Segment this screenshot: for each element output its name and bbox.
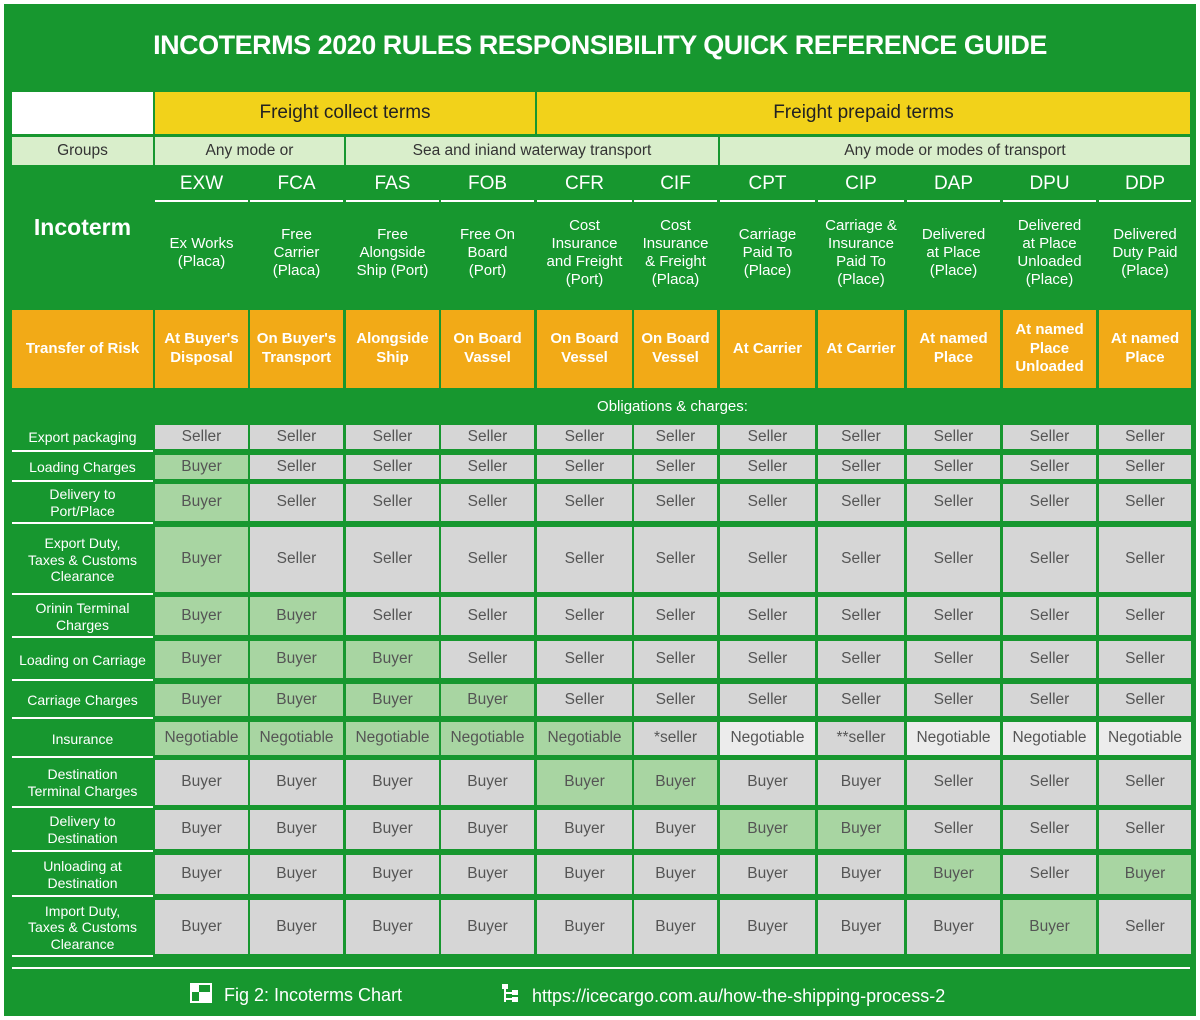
term-name-fas bbox=[346, 204, 439, 302]
obligation-cell: Buyer bbox=[346, 900, 439, 954]
row-label-line: Clearance bbox=[50, 935, 115, 952]
obligation-cell: Seller bbox=[634, 684, 717, 716]
obligation-cell: Seller bbox=[155, 425, 248, 449]
obligation-cell: **seller bbox=[818, 722, 904, 755]
obligation-cell: Seller bbox=[250, 484, 343, 521]
obligation-cell: Seller bbox=[441, 597, 534, 635]
term-name-fob-line: (Port) bbox=[468, 262, 507, 279]
term-name-ddp bbox=[1099, 204, 1191, 302]
obligation-cell: Seller bbox=[346, 484, 439, 521]
obligation-cell: Buyer bbox=[155, 684, 248, 716]
risk-cfr bbox=[537, 310, 632, 388]
term-name-cif-line: Cost bbox=[660, 217, 691, 234]
term-name-cif-line: (Placa) bbox=[651, 271, 700, 288]
row-label bbox=[12, 597, 153, 638]
obligation-cell: Seller bbox=[818, 425, 904, 449]
obligation-cell: Seller bbox=[818, 641, 904, 678]
obligation-cell: Buyer bbox=[155, 810, 248, 849]
term-name-ddp-line: Duty Paid bbox=[1112, 244, 1178, 261]
obligation-cell: Seller bbox=[250, 425, 343, 449]
risk-fob-line: Vassel bbox=[464, 349, 511, 366]
obligation-cell: Seller bbox=[537, 455, 632, 479]
row-label-line: Loading on Carriage bbox=[19, 651, 146, 668]
obligation-cell: Buyer bbox=[155, 760, 248, 805]
term-name-cfr-line: Cost bbox=[569, 217, 600, 234]
row-label-line: Terminal Charges bbox=[27, 783, 138, 799]
term-name-cpt-line: Carriage bbox=[738, 226, 797, 243]
term-name-fas-line: Ship (Port) bbox=[356, 262, 429, 279]
obligation-cell: Seller bbox=[1099, 455, 1191, 479]
image-icon bbox=[190, 983, 212, 1008]
risk-fas bbox=[346, 310, 439, 388]
obligation-cell: Seller bbox=[818, 684, 904, 716]
term-name-cfr bbox=[537, 204, 632, 302]
risk-dpu-line: Place bbox=[1029, 339, 1070, 357]
row-label bbox=[12, 455, 153, 482]
obligation-cell: Seller bbox=[907, 455, 1000, 479]
incoterm-label: Incoterm bbox=[33, 214, 132, 241]
obligation-cell: Buyer bbox=[155, 484, 248, 521]
obligation-cell: Seller bbox=[1003, 760, 1096, 805]
row-label-line: Delivery to bbox=[49, 486, 116, 503]
obligation-cell: Seller bbox=[537, 425, 632, 449]
obligation-cell: Seller bbox=[818, 484, 904, 521]
obligation-cell: Seller bbox=[907, 597, 1000, 635]
obligation-cell: Negotiable bbox=[1003, 722, 1096, 755]
obligation-cell: Buyer bbox=[441, 810, 534, 849]
obligation-cell: Seller bbox=[634, 641, 717, 678]
term-code-cip: CIP bbox=[818, 168, 904, 202]
obligation-cell: Seller bbox=[441, 425, 534, 449]
obligation-cell: Buyer bbox=[537, 900, 632, 954]
obligation-cell: Seller bbox=[720, 425, 815, 449]
risk-exw-line: Disposal bbox=[170, 349, 233, 366]
obligation-cell: Buyer bbox=[818, 900, 904, 954]
risk-dap bbox=[907, 310, 1000, 388]
row-label-line: Loading Charges bbox=[29, 459, 136, 476]
term-name-dap-line: at Place bbox=[926, 244, 981, 261]
term-code-ddp: DDP bbox=[1099, 168, 1191, 202]
obligation-cell: Negotiable bbox=[720, 722, 815, 755]
term-name-fas-line: Alongside bbox=[359, 244, 426, 261]
obligation-cell: Seller bbox=[818, 455, 904, 479]
row-label-line: Orinin Terminal bbox=[35, 599, 130, 616]
obligation-cell: Buyer bbox=[441, 684, 534, 716]
obligation-cell: Buyer bbox=[250, 810, 343, 849]
row-label-line: Charges bbox=[56, 616, 109, 633]
risk-dpu bbox=[1003, 310, 1096, 388]
risk-dpu-line: Unloaded bbox=[1015, 358, 1084, 376]
freight-prepaid-header: Freight prepaid terms bbox=[537, 92, 1190, 134]
obligation-cell: Seller bbox=[441, 455, 534, 479]
obligation-cell: Seller bbox=[1003, 810, 1096, 849]
obligation-cell: Seller bbox=[634, 455, 717, 479]
obligation-cell: Seller bbox=[1003, 641, 1096, 678]
obligation-cell: Seller bbox=[818, 527, 904, 592]
obligation-cell: Buyer bbox=[634, 760, 717, 805]
obligation-cell: Negotiable bbox=[1099, 722, 1191, 755]
risk-dap-line: Place bbox=[933, 349, 974, 366]
obligation-cell: Seller bbox=[537, 527, 632, 592]
obligation-cell: Seller bbox=[537, 684, 632, 716]
term-name-exw bbox=[155, 204, 248, 302]
term-code-dap: DAP bbox=[907, 168, 1000, 202]
term-name-fas-line: Free bbox=[377, 226, 408, 243]
row-label bbox=[12, 425, 153, 452]
term-code-fca: FCA bbox=[250, 168, 343, 202]
row-label-line: Export packaging bbox=[28, 429, 137, 446]
obligation-cell: Buyer bbox=[250, 760, 343, 805]
term-name-fca-line: Carrier bbox=[273, 244, 320, 261]
obligation-cell: Buyer bbox=[720, 855, 815, 894]
risk-cif-line: On Board bbox=[641, 330, 710, 348]
risk-ddp-line: Place bbox=[1125, 349, 1165, 366]
obligation-cell: Buyer bbox=[346, 810, 439, 849]
term-code-dpu: DPU bbox=[1003, 168, 1096, 202]
row-label bbox=[12, 855, 153, 897]
risk-dpu-line: At named bbox=[1015, 320, 1084, 338]
obligation-cell: Seller bbox=[1003, 597, 1096, 635]
obligation-cell: Seller bbox=[537, 641, 632, 678]
row-label-line: Port/Place bbox=[50, 503, 115, 519]
page-title: INCOTERMS 2020 RULES RESPONSIBILITY QUICK REFERENCE GUIDE bbox=[153, 30, 1047, 60]
term-name-cip-line: Insurance bbox=[828, 235, 894, 252]
obligation-cell: Seller bbox=[907, 760, 1000, 805]
row-label-line: Insurance bbox=[51, 730, 114, 747]
term-name-dpu-line: Delivered bbox=[1017, 217, 1082, 234]
term-name-dpu-line: (Place) bbox=[1025, 271, 1074, 288]
obligation-cell: Seller bbox=[346, 455, 439, 479]
row-label-line: Export Duty, bbox=[44, 535, 121, 552]
obligation-cell: Seller bbox=[907, 484, 1000, 521]
term-name-ddp-line: Delivered bbox=[1113, 226, 1177, 243]
obligation-cell: Seller bbox=[1099, 641, 1191, 678]
risk-cfr-line: Vessel bbox=[561, 349, 608, 366]
term-code-fob: FOB bbox=[441, 168, 534, 202]
obligation-cell: Seller bbox=[1099, 810, 1191, 849]
obligation-cell: Negotiable bbox=[155, 722, 248, 755]
obligation-cell: Seller bbox=[720, 597, 815, 635]
obligation-cell: Seller bbox=[1099, 900, 1191, 954]
term-name-cif bbox=[634, 204, 717, 302]
row-label bbox=[12, 722, 153, 758]
row-label-line: Unloading at bbox=[43, 858, 122, 875]
obligation-cell: Seller bbox=[634, 527, 717, 592]
obligation-cell: Buyer bbox=[441, 760, 534, 805]
obligation-cell: Buyer bbox=[346, 760, 439, 805]
obligation-cell: Seller bbox=[720, 484, 815, 521]
risk-cip bbox=[818, 310, 904, 388]
term-code-fas: FAS bbox=[346, 168, 439, 202]
term-name-dpu bbox=[1003, 204, 1096, 302]
obligation-cell: Buyer bbox=[720, 760, 815, 805]
obligation-cell: *seller bbox=[634, 722, 717, 755]
row-label-line: Destination bbox=[47, 830, 118, 846]
obligation-cell: Seller bbox=[1003, 425, 1096, 449]
obligation-cell: Seller bbox=[1099, 597, 1191, 635]
obligation-cell: Buyer bbox=[250, 641, 343, 678]
risk-cif bbox=[634, 310, 717, 388]
group-any-modes: Any mode or modes of transport bbox=[720, 137, 1190, 165]
risk-fas-line: Alongside bbox=[356, 330, 429, 348]
term-name-fob bbox=[441, 204, 534, 302]
obligation-cell: Buyer bbox=[634, 855, 717, 894]
obligation-cell: Seller bbox=[720, 527, 815, 592]
obligation-cell: Seller bbox=[720, 455, 815, 479]
obligation-cell: Buyer bbox=[441, 855, 534, 894]
term-name-cfr-line: (Port) bbox=[565, 271, 604, 288]
obligation-cell: Seller bbox=[720, 641, 815, 678]
term-name-dpu-line: Unloaded bbox=[1017, 253, 1082, 270]
risk-ddp-line: At named bbox=[1110, 330, 1180, 348]
risk-fca-line: On Buyer's bbox=[256, 330, 337, 348]
term-name-cpt-line: (Place) bbox=[743, 262, 792, 279]
risk-fob-line: On Board bbox=[453, 330, 522, 348]
term-name-cif-line: & Freight bbox=[645, 253, 706, 270]
obligation-cell: Seller bbox=[250, 527, 343, 592]
term-name-exw-line: (Placa) bbox=[177, 253, 226, 270]
row-label bbox=[12, 760, 153, 808]
group-sea-waterway: Sea and iniand waterway transport bbox=[346, 137, 718, 165]
row-label bbox=[12, 810, 153, 852]
obligation-cell: Seller bbox=[346, 597, 439, 635]
obligation-cell: Buyer bbox=[634, 810, 717, 849]
obligation-cell: Buyer bbox=[346, 684, 439, 716]
obligation-cell: Seller bbox=[1099, 484, 1191, 521]
term-name-dpu-line: at Place bbox=[1022, 235, 1077, 252]
obligation-cell: Seller bbox=[1099, 527, 1191, 592]
obligation-cell: Seller bbox=[634, 597, 717, 635]
obligation-cell: Buyer bbox=[250, 855, 343, 894]
obligation-cell: Seller bbox=[1003, 684, 1096, 716]
row-label-line: Delivery to bbox=[49, 813, 116, 830]
obligation-cell: Buyer bbox=[907, 855, 1000, 894]
obligation-cell: Seller bbox=[720, 684, 815, 716]
obligation-cell: Seller bbox=[346, 425, 439, 449]
term-name-cfr-line: Insurance bbox=[551, 235, 618, 252]
row-label-line: Clearance bbox=[50, 568, 115, 585]
freight-collect-header: Freight collect terms bbox=[155, 92, 535, 134]
obligation-cell: Buyer bbox=[1003, 900, 1096, 954]
source-link[interactable] bbox=[500, 983, 945, 1010]
risk-cfr-line: On Board bbox=[550, 330, 619, 348]
row-label bbox=[12, 641, 153, 681]
obligation-cell: Seller bbox=[1003, 855, 1096, 894]
row-label-line: Import Duty, bbox=[44, 902, 121, 919]
obligation-cell: Negotiable bbox=[537, 722, 632, 755]
risk-cif-line: Vessel bbox=[652, 349, 699, 366]
obligation-cell: Seller bbox=[346, 527, 439, 592]
risk-fca-line: Transport bbox=[261, 349, 332, 366]
obligation-cell: Seller bbox=[634, 484, 717, 521]
risk-cpt bbox=[720, 310, 815, 388]
term-name-dap bbox=[907, 204, 1000, 302]
term-name-cip-line: Paid To bbox=[836, 253, 886, 270]
row-label-line: Taxes & Customs bbox=[28, 551, 137, 568]
obligation-cell: Seller bbox=[1003, 455, 1096, 479]
obligation-cell: Buyer bbox=[346, 641, 439, 678]
risk-dap-line: At named bbox=[919, 330, 988, 348]
obligation-cell: Buyer bbox=[720, 900, 815, 954]
term-code-cpt: CPT bbox=[720, 168, 815, 202]
risk-cip-line: At Carrier bbox=[826, 339, 896, 357]
term-name-fca-line: Free bbox=[281, 226, 312, 243]
obligation-cell: Negotiable bbox=[250, 722, 343, 755]
obligation-cell: Buyer bbox=[155, 455, 248, 479]
obligation-cell: Seller bbox=[441, 641, 534, 678]
obligation-cell: Negotiable bbox=[346, 722, 439, 755]
row-label bbox=[12, 527, 153, 595]
row-label bbox=[12, 900, 153, 957]
term-code-exw: EXW bbox=[155, 168, 248, 202]
obligation-cell: Negotiable bbox=[907, 722, 1000, 755]
term-code-cif: CIF bbox=[634, 168, 717, 202]
obligation-cell: Seller bbox=[1099, 684, 1191, 716]
obligations-label: Obligations & charges: bbox=[597, 398, 748, 415]
row-label-line: Taxes & Customs bbox=[28, 919, 137, 936]
obligation-cell: Buyer bbox=[155, 900, 248, 954]
group-any-mode: Any mode or bbox=[155, 137, 344, 165]
sitemap-icon bbox=[500, 983, 520, 1010]
transfer-of-risk-label: Transfer of Risk bbox=[12, 310, 153, 388]
row-label-line: Carriage Charges bbox=[27, 692, 138, 709]
obligation-cell: Buyer bbox=[155, 597, 248, 635]
term-name-cpt bbox=[720, 204, 815, 302]
row-label-line: Destination bbox=[47, 875, 118, 891]
footer-divider bbox=[12, 967, 1190, 969]
obligation-cell: Buyer bbox=[537, 760, 632, 805]
obligation-cell: Buyer bbox=[818, 760, 904, 805]
obligation-cell: Buyer bbox=[155, 641, 248, 678]
risk-fob bbox=[441, 310, 534, 388]
obligation-cell: Seller bbox=[1099, 425, 1191, 449]
corner-blank bbox=[12, 92, 153, 134]
obligation-cell: Buyer bbox=[1099, 855, 1191, 894]
obligation-cell: Seller bbox=[907, 684, 1000, 716]
obligation-cell: Buyer bbox=[441, 900, 534, 954]
term-name-fob-line: Board bbox=[467, 244, 508, 261]
obligation-cell: Buyer bbox=[155, 527, 248, 592]
obligation-cell: Seller bbox=[907, 527, 1000, 592]
risk-cpt-line: At Carrier bbox=[732, 339, 803, 357]
term-name-fob-line: Free On bbox=[459, 226, 516, 243]
obligation-cell: Buyer bbox=[250, 900, 343, 954]
term-name-cif-line: Insurance bbox=[642, 235, 709, 252]
obligation-cell: Buyer bbox=[250, 684, 343, 716]
obligation-cell: Buyer bbox=[537, 810, 632, 849]
term-name-cip-line: Carriage & bbox=[825, 217, 897, 234]
obligation-cell: Buyer bbox=[818, 810, 904, 849]
obligation-cell: Buyer bbox=[907, 900, 1000, 954]
term-name-cip bbox=[818, 204, 904, 302]
groups-label: Groups bbox=[12, 137, 153, 165]
obligation-cell: Seller bbox=[537, 484, 632, 521]
term-name-dap-line: (Place) bbox=[929, 262, 978, 279]
row-label-line: Destination bbox=[47, 766, 118, 783]
obligation-cell: Seller bbox=[634, 425, 717, 449]
risk-fca bbox=[250, 310, 343, 388]
row-label bbox=[12, 484, 153, 524]
obligation-cell: Buyer bbox=[155, 855, 248, 894]
risk-ddp bbox=[1099, 310, 1191, 388]
obligation-cell: Seller bbox=[441, 527, 534, 592]
obligation-cell: Seller bbox=[1099, 760, 1191, 805]
risk-exw bbox=[155, 310, 248, 388]
risk-exw-line: At Buyer's bbox=[164, 330, 239, 348]
obligation-cell: Seller bbox=[1003, 527, 1096, 592]
term-name-fca bbox=[250, 204, 343, 302]
term-name-fca-line: (Placa) bbox=[272, 262, 321, 279]
term-name-exw-line: Ex Works bbox=[169, 235, 234, 252]
term-name-cip-line: (Place) bbox=[837, 271, 885, 288]
obligation-cell: Buyer bbox=[346, 855, 439, 894]
obligation-cell: Seller bbox=[1003, 484, 1096, 521]
obligation-cell: Buyer bbox=[818, 855, 904, 894]
obligation-cell: Buyer bbox=[634, 900, 717, 954]
term-name-ddp-line: (Place) bbox=[1121, 262, 1169, 279]
term-name-cfr-line: and Freight bbox=[546, 253, 623, 270]
obligation-cell: Seller bbox=[818, 597, 904, 635]
source-url[interactable]: https://icecargo.com.au/how-the-shipping-process-2 bbox=[532, 986, 946, 1006]
obligation-cell: Buyer bbox=[720, 810, 815, 849]
obligation-cell: Seller bbox=[441, 484, 534, 521]
risk-fas-line: Ship bbox=[376, 349, 409, 366]
obligation-cell: Seller bbox=[537, 597, 632, 635]
obligation-cell: Buyer bbox=[537, 855, 632, 894]
obligation-cell: Seller bbox=[907, 425, 1000, 449]
figure-caption bbox=[190, 983, 402, 1008]
obligation-cell: Seller bbox=[907, 641, 1000, 678]
obligation-cell: Seller bbox=[907, 810, 1000, 849]
row-label bbox=[12, 684, 153, 719]
term-name-cpt-line: Paid To bbox=[742, 244, 793, 261]
caption-text: Fig 2: Incoterms Chart bbox=[224, 985, 403, 1005]
term-code-cfr: CFR bbox=[537, 168, 632, 202]
term-name-dap-line: Delivered bbox=[921, 226, 986, 243]
obligation-cell: Negotiable bbox=[441, 722, 534, 755]
obligation-cell: Seller bbox=[250, 455, 343, 479]
obligation-cell: Buyer bbox=[250, 597, 343, 635]
